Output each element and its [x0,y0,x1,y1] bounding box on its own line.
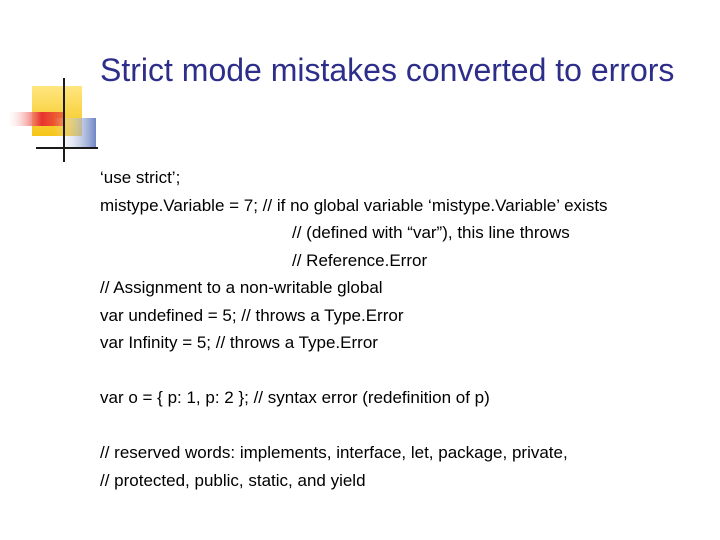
blank-line [100,412,710,440]
code-line: var Infinity = 5; // throws a Type.Error [100,333,378,352]
blue-block [54,118,96,148]
slide-title: Strict mode mistakes converted to errors [100,52,675,88]
code-line: mistype.Variable = 7; // if no global variable ‘mistype.Variable’ exists [100,195,608,215]
code-comment-line: // Reference.Error [292,250,428,270]
code-comment-line: // reserved words: implements, interface, let, package, private, [100,443,568,462]
code-line: ‘use strict’; [100,168,181,187]
code-comment-line: // (defined with “var”), this line throws [292,223,570,242]
code-comment-line: // Assignment to a non-writable global [100,278,383,297]
blank-line [100,357,710,385]
code-line: var undefined = 5; // throws a Type.Error [100,305,404,325]
slide-decoration [0,0,100,170]
slide-body [100,164,710,494]
code-line: var o = { p: 1, p: 2 }; // syntax error (redefinition of p) [100,388,490,407]
code-comment-line: // protected, public, static, and yield [100,470,366,490]
